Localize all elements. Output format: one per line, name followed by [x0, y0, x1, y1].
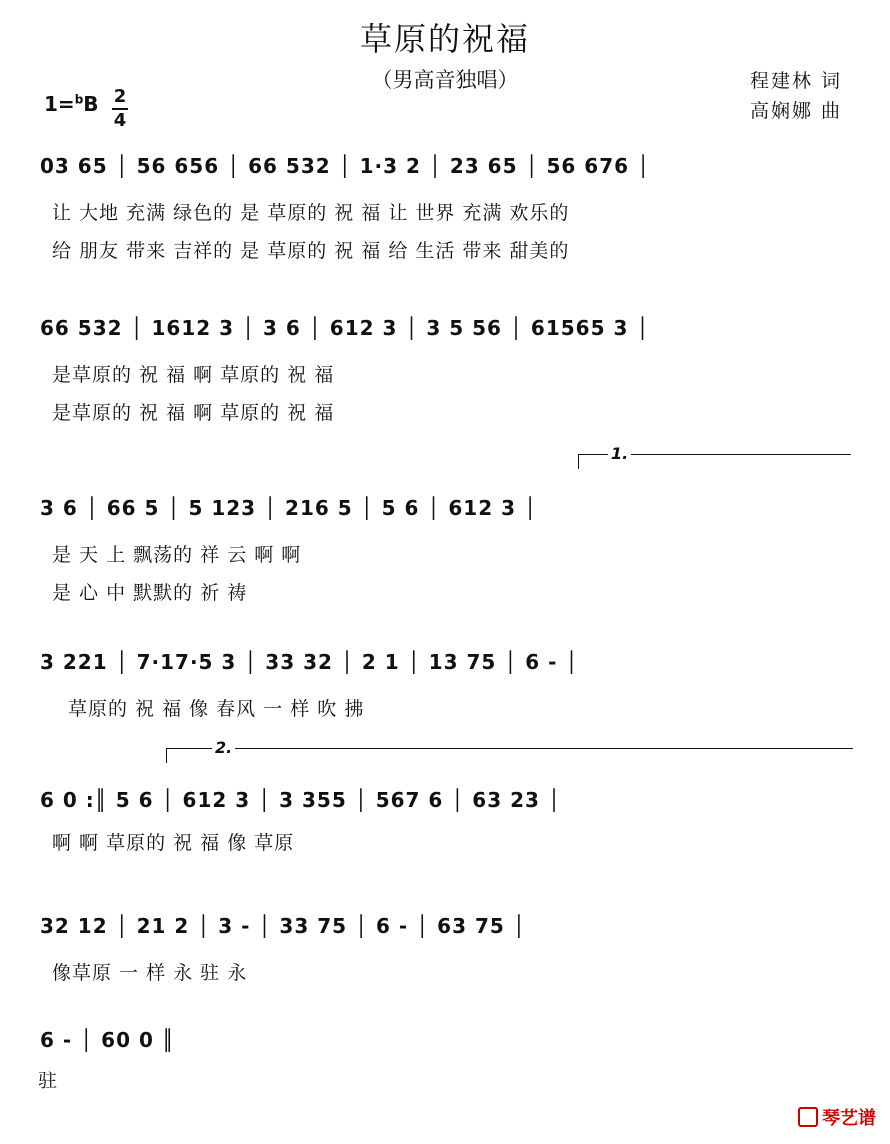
- lyricist-credit: 程建林 词: [750, 70, 843, 92]
- second-ending-bracket: [166, 748, 853, 763]
- lyrics-line-2-verse-1: 是草原的 祝 福 啊 草原的 祝 福: [52, 364, 335, 386]
- time-signature: 2 4: [113, 86, 127, 131]
- notation-line-6: 32 12 │ 21 2 │ 3 - │ 33 75 │ 6 - │ 63 75 │: [40, 914, 526, 938]
- composer-credit: 高娴娜 曲: [750, 100, 843, 122]
- lyrics-line-3-verse-1: 是 天 上 飘荡的 祥 云 啊 啊: [52, 544, 302, 566]
- song-subtitle: （男高音独唱）: [371, 68, 519, 92]
- first-ending-label: 1.: [608, 444, 631, 463]
- lyrics-line-6: 像草原 一 样 永 驻 永: [52, 962, 248, 984]
- lyrics-line-5: 啊 啊 草原的 祝 福 像 草原: [52, 832, 295, 854]
- second-ending-label: 2.: [212, 738, 235, 757]
- logo-icon: [798, 1107, 818, 1127]
- lyrics-line-7: 驻: [38, 1070, 59, 1092]
- notation-line-1: 03 65 │ 56 656 │ 66 532 │ 1·3 2 │ 23 65 │ 56 676 │: [40, 154, 651, 178]
- lyrics-line-2-verse-2: 是草原的 祝 福 啊 草原的 祝 福: [52, 402, 335, 424]
- song-title: 草原的祝福: [359, 20, 530, 58]
- lyrics-line-3-verse-2: 是 心 中 默默的 祈 祷: [52, 582, 248, 604]
- site-logo: 琴艺谱: [798, 1104, 876, 1130]
- lyrics-line-1-verse-1: 让 大地 充满 绿色的 是 草原的 祝 福 让 世界 充满 欢乐的: [52, 202, 570, 224]
- lyrics-line-4: 草原的 祝 福 像 春风 一 样 吹 拂: [68, 698, 365, 720]
- notation-line-4: 3 221 │ 7·17·5 3 │ 33 32 │ 2 1 │ 13 75 │ 6 - │: [40, 650, 579, 674]
- key-signature: 1=$^b$B: [44, 92, 99, 116]
- notation-line-5: 6 0 :║ 5 6 │ 612 3 │ 3 355 │ 567 6 │ 63 23 │: [40, 788, 561, 812]
- lyrics-line-1-verse-2: 给 朋友 带来 吉祥的 是 草原的 祝 福 给 生活 带来 甜美的: [52, 240, 570, 262]
- notation-line-2: 66 532 │ 1612 3 │ 3 6 │ 612 3 │ 3 5 56 │ 61565 3 │: [40, 316, 650, 340]
- notation-line-7: 6 - │ 60 0 ║: [40, 1028, 175, 1052]
- notation-line-3: 3 6 │ 66 5 │ 5 123 │ 216 5 │ 5 6 │ 612 3 │: [40, 496, 538, 520]
